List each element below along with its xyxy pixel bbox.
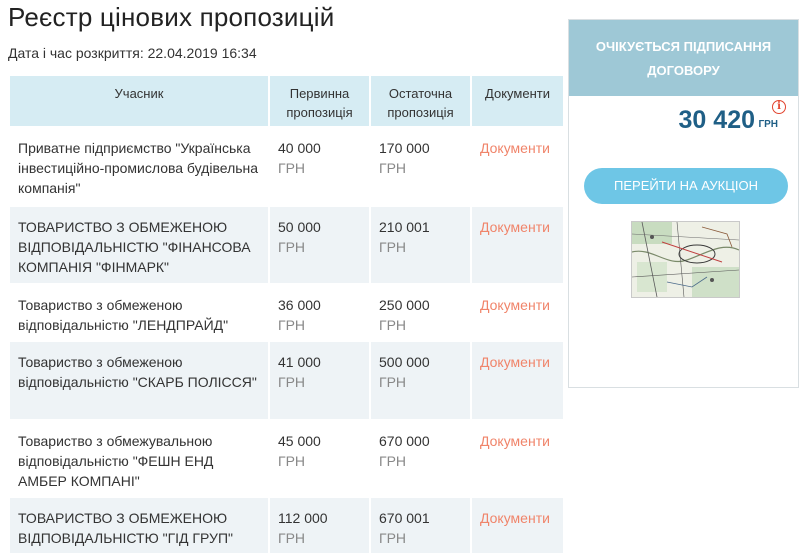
header-first-line2: пропозиція (286, 105, 353, 120)
documents-link[interactable]: Документи (480, 433, 550, 449)
participant-name: ТОВАРИСТВО З ОБМЕЖЕНОЮ ВІДПОВІДАЛЬНІСТЮ "ГІД ГРУП" (10, 496, 270, 553)
map-thumbnail-icon[interactable] (631, 221, 740, 298)
first-offer-amount: 41 000 (278, 354, 321, 370)
table-row (10, 496, 563, 553)
documents-cell (472, 205, 563, 283)
status-panel (568, 19, 799, 388)
documents-cell (472, 126, 563, 205)
header-final-line2: пропозиція (387, 105, 454, 120)
first-offer-currency: ГРН (278, 530, 306, 546)
documents-cell (472, 496, 563, 553)
contract-status: ОЧІКУЄТЬСЯ ПІДПИСАННЯ ДОГОВОРУ (569, 20, 798, 96)
final-offer (371, 283, 472, 340)
participant-name: Приватне підприємство "Українська інвестиційно-промислова будівельна компанія" (10, 126, 270, 205)
first-offer-amount: 112 000 (278, 510, 328, 526)
map-thumbnail-graphic (632, 222, 739, 297)
open-date: Дата і час розкриття: 22.04.2019 16:34 (8, 45, 257, 61)
final-offer-amount: 250 000 (379, 297, 430, 313)
page-title: Реєстр цінових пропозицій (8, 2, 335, 32)
final-offer-amount: 170 000 (379, 140, 430, 156)
participant-name: ТОВАРИСТВО З ОБМЕЖЕНОЮ ВІДПОВІДАЛЬНІСТЮ "ФІНАНСОВА КОМПАНІЯ "ФІНМАРК" (10, 205, 270, 283)
first-offer-currency: ГРН (278, 239, 306, 255)
table-row (10, 126, 563, 205)
final-offer-amount: 670 000 (379, 433, 430, 449)
price-currency: ГРН (758, 119, 778, 130)
header-final-line1: Остаточна (388, 86, 453, 101)
first-offer (270, 496, 371, 553)
table-row (10, 340, 563, 419)
bids-table (10, 76, 563, 553)
final-offer-amount: 500 000 (379, 354, 430, 370)
final-offer-currency: ГРН (379, 239, 407, 255)
documents-link[interactable]: Документи (480, 219, 550, 235)
documents-link[interactable]: Документи (480, 510, 550, 526)
final-offer-currency: ГРН (379, 530, 407, 546)
first-offer-currency: ГРН (278, 160, 306, 176)
header-final-offer (371, 76, 472, 126)
documents-link[interactable]: Документи (480, 297, 550, 313)
first-offer-amount: 45 000 (278, 433, 321, 449)
first-offer-currency: ГРН (278, 374, 306, 390)
header-first-offer (270, 76, 371, 126)
first-offer (270, 283, 371, 340)
first-offer-amount: 50 000 (278, 219, 321, 235)
header-first-line1: Первинна (289, 86, 350, 101)
table-row (10, 283, 563, 340)
participant-name: Товариство з обмеженою відповідальністю "ЛЕНДПРАЙД" (10, 283, 270, 340)
header-documents: Документи (472, 76, 563, 126)
documents-cell (472, 340, 563, 419)
first-offer (270, 205, 371, 283)
table-row (10, 205, 563, 283)
final-offer (371, 340, 472, 419)
final-offer-currency: ГРН (379, 453, 407, 469)
first-offer-amount: 40 000 (278, 140, 321, 156)
final-offer-currency: ГРН (379, 317, 407, 333)
final-offer-amount: 210 001 (379, 219, 430, 235)
first-offer-amount: 36 000 (278, 297, 321, 313)
participant-name: Товариство з обмежувальною відповідальністю "ФЕШН ЕНД АМБЕР КОМПАНІ" (10, 419, 270, 496)
final-offer (371, 205, 472, 283)
table-row (10, 419, 563, 496)
info-icon[interactable]: i (772, 100, 786, 114)
go-to-auction-button[interactable]: ПЕРЕЙТИ НА АУКЦІОН (584, 168, 788, 204)
documents-link[interactable]: Документи (480, 140, 550, 156)
price-value: 30 420 (678, 106, 755, 134)
final-offer (371, 126, 472, 205)
documents-cell (472, 283, 563, 340)
price-block (569, 96, 798, 166)
final-offer (371, 496, 472, 553)
documents-cell (472, 419, 563, 496)
final-offer-currency: ГРН (379, 374, 407, 390)
first-offer (270, 419, 371, 496)
first-offer-currency: ГРН (278, 453, 306, 469)
documents-link[interactable]: Документи (480, 354, 550, 370)
first-offer (270, 340, 371, 419)
final-offer (371, 419, 472, 496)
final-offer-currency: ГРН (379, 160, 407, 176)
first-offer-currency: ГРН (278, 317, 306, 333)
final-offer-amount: 670 001 (379, 510, 430, 526)
first-offer (270, 126, 371, 205)
table-header-row (10, 76, 563, 126)
header-participant: Учасник (10, 76, 270, 126)
participant-name: Товариство з обмеженою відповідальністю "СКАРБ ПОЛІССЯ" (10, 340, 270, 419)
